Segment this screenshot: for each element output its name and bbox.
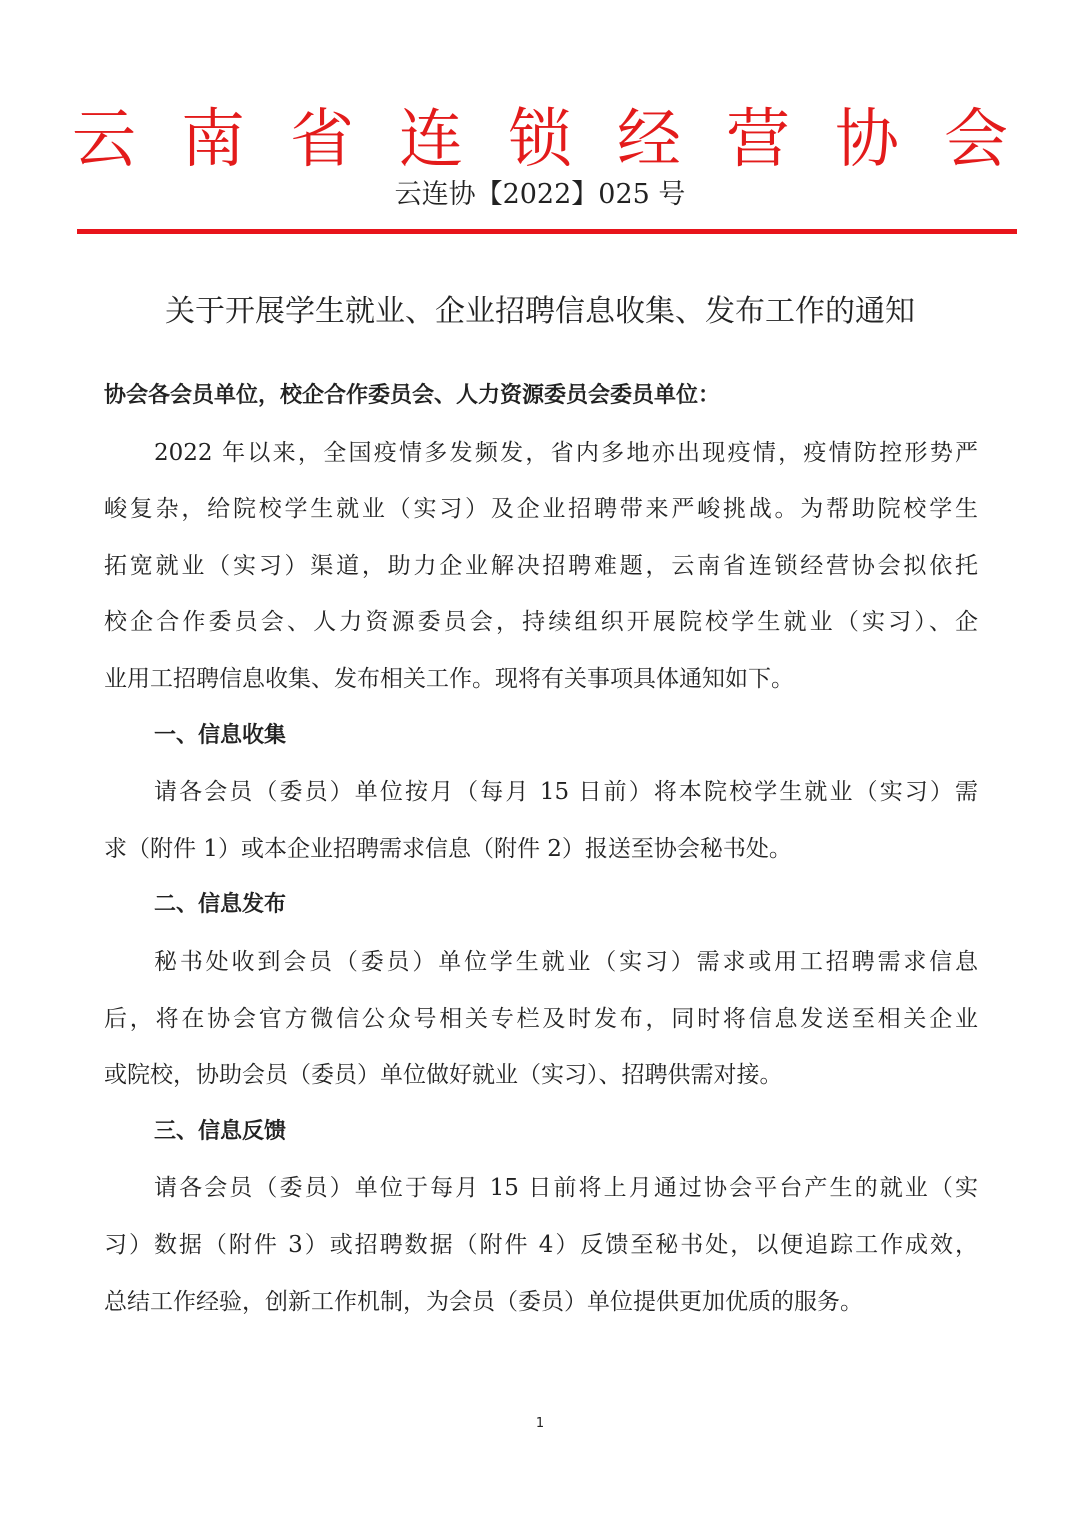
body-line: 校企合作委员会、人力资源委员会，持续组织开展院校学生就业（实习）、企 <box>104 609 978 636</box>
body-line: 秘书处收到会员（委员）单位学生就业（实习）需求或用工招聘需求信息 <box>154 948 978 975</box>
org-char: 会 <box>944 103 1008 177</box>
body-line: 请各会员（委员）单位于每月 15 日前将上月通过协会平台产生的就业（实 <box>154 1175 978 1202</box>
org-char: 南 <box>181 103 245 177</box>
body-line: 总结工作经验，创新工作机制，为会员（委员）单位提供更加优质的服务。 <box>104 1288 863 1315</box>
org-char: 经 <box>617 103 681 177</box>
org-char: 连 <box>399 103 463 177</box>
document-title: 关于开展学生就业、企业招聘信息收集、发布工作的通知 <box>165 294 915 329</box>
org-char: 省 <box>290 103 354 177</box>
organization-name <box>72 100 1008 180</box>
org-char: 云 <box>72 103 136 177</box>
section-heading: 一、信息收集 <box>154 722 287 748</box>
salutation: 协会各会员单位，校企合作委员会、人力资源委员会委员单位： <box>104 383 721 408</box>
section-heading: 二、信息发布 <box>154 892 287 918</box>
body-line: 2022 年以来，全国疫情多发频发，省内多地亦出现疫情，疫情防控形势严 <box>154 439 978 466</box>
body-line: 求（附件 1）或本企业招聘需求信息（附件 2）报送至协会秘书处。 <box>104 835 792 862</box>
org-char: 协 <box>835 103 899 177</box>
org-char: 锁 <box>508 103 572 177</box>
body-line: 或院校，协助会员（委员）单位做好就业（实习）、招聘供需对接。 <box>104 1062 783 1089</box>
body-line: 请各会员（委员）单位按月（每月 15 日前）将本院校学生就业（实习）需 <box>154 779 978 806</box>
document-number: 云连协【2022】025 号 <box>394 179 686 210</box>
body-line: 业用工招聘信息收集、发布相关工作。现将有关事项具体通知如下。 <box>104 665 794 692</box>
body-line: 峻复杂，给院校学生就业（实习）及企业招聘带来严峻挑战。为帮助院校学生 <box>104 496 978 523</box>
body-line: 后，将在协会官方微信公众号相关专栏及时发布，同时将信息发送至相关企业 <box>104 1005 978 1032</box>
page-number: 1 <box>535 1416 545 1431</box>
org-char: 营 <box>726 103 790 177</box>
red-divider <box>77 229 1017 234</box>
body-line: 拓宽就业（实习）渠道，助力企业解决招聘难题，云南省连锁经营协会拟依托 <box>104 552 978 579</box>
body-line: 习）数据（附件 3）或招聘数据（附件 4）反馈至秘书处，以便追踪工作成效， <box>104 1231 978 1258</box>
section-heading: 三、信息反馈 <box>154 1118 287 1144</box>
document-body <box>104 368 978 1330</box>
